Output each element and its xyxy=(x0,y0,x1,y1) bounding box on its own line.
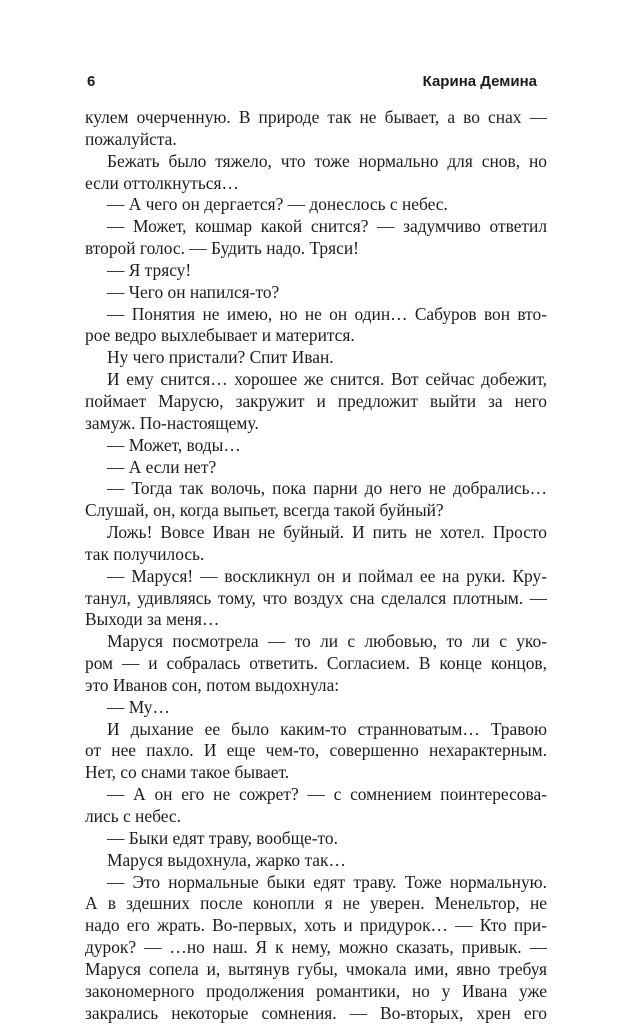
text-line: Ложь! Вовсе Иван не буйный. И пить не хотел. Просто xyxy=(107,522,547,543)
text-line: — Может, воды… xyxy=(107,434,241,455)
text-line: так получилось. xyxy=(85,543,205,564)
text-line: Выходи за меня… xyxy=(85,609,220,630)
text-line: закрались некоторые сомнения. — Во-вторых, хрен его xyxy=(85,1002,547,1023)
text-line: кулем очерченную. В природе так не бывает, а во снах — xyxy=(85,107,547,127)
text-line: от нее пахло. И еще чем-то, совершенно нехарактерным. xyxy=(85,740,547,761)
text-line: Ну чего пристали? Спит Иван. xyxy=(107,347,334,368)
text-line: второй голос. — Будить надо. Тряси! xyxy=(85,238,359,259)
text-line: — Может, кошмар какой снится? — задумчиво ответил xyxy=(107,216,547,237)
text-line: ром — и собралась ответить. Согласием. В конце концов, xyxy=(85,653,547,674)
text-line: если оттолкнуться… xyxy=(85,172,239,193)
body-text xyxy=(85,107,547,1024)
text-line: — Маруся! — воскликнул он и поймал ее на руки. Кру- xyxy=(107,565,547,586)
page-number: 6 xyxy=(87,73,96,90)
text-line: Бежать было тяжело, что тоже нормально для снов, но xyxy=(107,150,547,171)
text-line: Маруся сопела и, вытянув губы, чмокала ими, явно требуя xyxy=(85,958,547,979)
text-line: И ему снится… хорошее же снится. Вот сейчас добежит, xyxy=(107,369,547,390)
text-line: — Я трясу! xyxy=(107,259,192,280)
text-line: — А чего он дергается? — донеслось с небес. xyxy=(107,194,448,215)
text-line: рое ведро выхлебывает и матерится. xyxy=(85,325,355,346)
text-line: Маруся посмотрела — то ли с любовью, то ли с уко- xyxy=(107,631,547,652)
text-line: — А если нет? xyxy=(107,456,217,477)
text-line: танул, удивляясь тому, что воздух сна сделался плотным. — xyxy=(85,587,547,608)
text-line: — А он его не сожрет? — с сомнением поинтересова- xyxy=(107,784,547,805)
text-line: — Понятия не имею, но не он один… Сабуров вон вто- xyxy=(107,303,547,324)
text-line: замуж. По-настоящему. xyxy=(85,412,259,433)
text-line: надо его жрать. Во-первых, хоть и придурок… — Кто при- xyxy=(85,915,547,936)
text-line: И дыхание ее было каким-то странноватым… Травою xyxy=(107,718,547,739)
text-line: дурок? — …но наш. Я к нему, можно сказать, привык. — xyxy=(85,937,547,958)
text-line: А в здешних после конопли я не уверен. Менельтор, не xyxy=(85,893,547,914)
running-head: Карина Демина xyxy=(422,73,537,90)
text-line: Маруся выдохнула, жарко так… xyxy=(107,849,346,870)
text-line: Слушай, он, когда выпьет, всегда такой буйный? xyxy=(85,500,444,521)
text-line: пожалуйста. xyxy=(85,128,177,149)
text-line: это Иванов сон, потом выдохнула: xyxy=(85,674,340,695)
text-line: — Быки едят траву, вообще-то. xyxy=(107,827,338,848)
text-line: — Му… xyxy=(107,696,170,717)
text-line: лись с небес. xyxy=(85,806,181,826)
text-line: закономерного продолжения романтики, но у Ивана уже xyxy=(85,980,547,1001)
text-line: — Чего он напился-то? xyxy=(107,281,280,302)
text-line: — Тогда так волочь, пока парни до него не добрались… xyxy=(107,478,547,499)
text-line: Нет, со снами такое бывает. xyxy=(85,762,290,783)
text-line: поймает Марусю, закружит и предложит выйти за него xyxy=(85,390,547,411)
text-line: — Это нормальные быки едят траву. Тоже нормальную. xyxy=(107,871,547,892)
